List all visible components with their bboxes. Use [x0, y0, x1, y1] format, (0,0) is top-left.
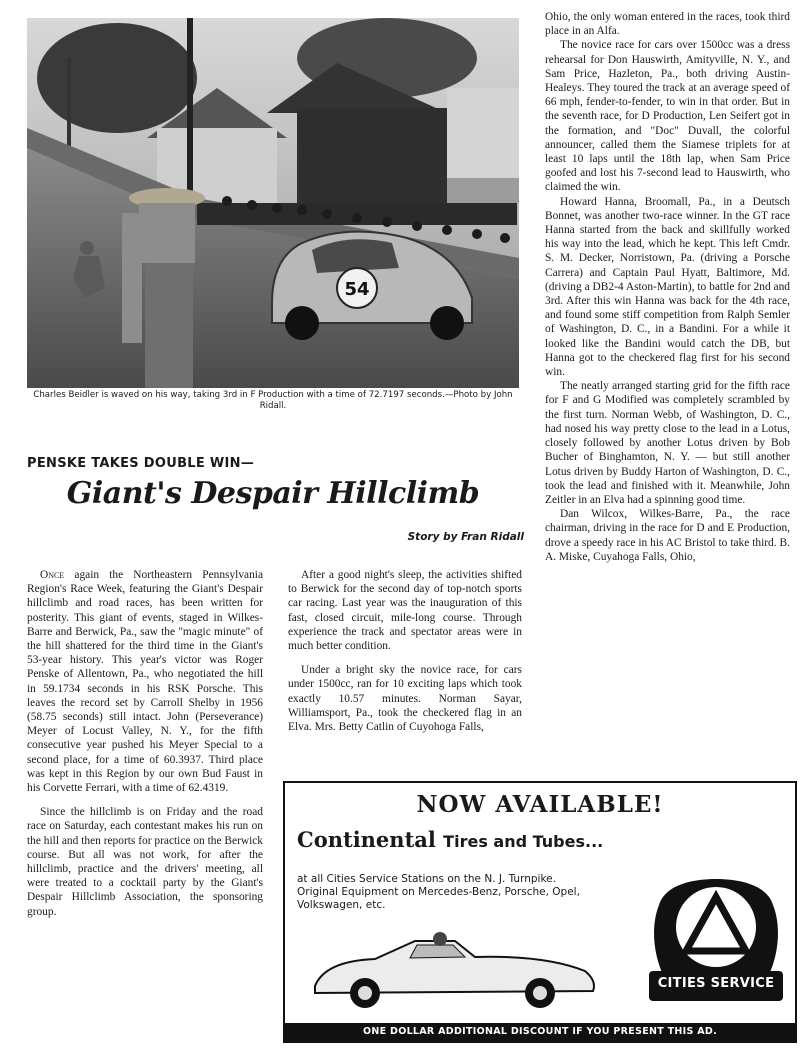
ad-line: at all Cities Service Stations on the N. J. Turnpike. [297, 873, 556, 885]
paragraph-text: again the Northeastern Pennsylvania Region's Race Week, featuring the Giant's Despair hillclimb and road races, has been written for posterity. This giant of events, staged in Wilkes-Barre and Berwick, Pa., saw the "magic minute" of the hill shattered for the third time in the Giant's 53-year history. This year's victor was Roger Penske of Allentown, Pa., who negotiated the hill in 59.1734 seconds in his RSK Porsche. This leaves the record set by Carroll Shelby in 1956 (58.75 seconds) still intact. John (Perseverance) Meyer of Locust Valley, N. Y., for the fifth consecutive year pushed his Meyer Special to a second place, for a time of 60.3937. Third place was kept in this Region by our own Bud Faust in his Corvette Ferrari, with a time of 62.4319. [27, 569, 263, 795]
ad-line: Volkswagen, etc. [297, 899, 386, 911]
paragraph: The novice race for cars over 1500cc was a dress rehearsal for Don Hauswirth, Amityville, N. Y., and Sam Price, Hazleton, Pa., both driving Austin-Healeys. They toured the track at an average speed of 66 mph, fender-to-fender, to win in that order. But in the seventh race, for D Production, Len Seifert got in the formation, and "Doc" Duvall, the colorful announcer, called them the Siamese triplets for at least 10 laps until the 18th lap, when Sam Price goofed and lost his 7-second lead to Hauswirth, who claimed the win. [545, 39, 790, 194]
article-headline: Giant's Despair Hillclimb [66, 476, 480, 511]
paragraph: After a good night's sleep, the activities shifted to Berwick for the second day of top-notch sports car racing. Last year was the inauguration of this fast, closed circuit, mile-long course. Through experience the track and spectator areas were in much better condition. [288, 569, 522, 653]
ad-body [297, 873, 677, 912]
car-number: 54 [344, 279, 370, 300]
article-byline: Story by Fran Ridall [407, 531, 524, 543]
ad-tagline: Tires and Tubes... [443, 832, 604, 851]
cities-service-wordmark: CITIES SERVICE [657, 976, 775, 991]
cities-service-logo [645, 875, 787, 1005]
article-column-1 [27, 568, 263, 919]
photo-caption: Charles Beidler is waved on his way, taking 3rd in F Production with a time of 72.7197 seconds.—Photo by John Ridall. [33, 390, 513, 411]
lead-word: Once [40, 569, 65, 581]
article-column-2 [288, 568, 522, 734]
paragraph: The neatly arranged starting grid for the fifth race for F and G Modified was completely scrambled by the first turn. Norman Webb, of Washington, D. C., had nosed his way pretty close to the lead in a Lotus, closely followed by another Lotus driven by Bob Bucher of Binghamton, N. Y. — but still another Lotus driven by Buddy Harton of Washington, D. C., took the lead and finished with it. Meanwhile, John Zeitler in an Elva had a spinning good time. [545, 380, 790, 506]
article-kicker: PENSKE TAKES DOUBLE WIN— [27, 456, 255, 471]
paragraph-continued: Ohio, the only woman entered in the races, took third place in an Alfa. [545, 11, 790, 38]
race-photo [27, 18, 519, 388]
advertisement [283, 781, 797, 1043]
paragraph: Under a bright sky the novice race, for cars under 1500cc, ran for 10 exciting laps which took exactly 10.57 minutes. Norman Sayar, Williamsport, Pa., took the checkered flag in an Elva. Mrs. Betty Catlin of Cuyohoga Falls, [288, 664, 522, 734]
ad-line: Original Equipment on Mercedes-Benz, Porsche, Opel, [297, 886, 580, 898]
article-column-3 [545, 10, 790, 564]
ad-footer: ONE DOLLAR ADDITIONAL DISCOUNT IF YOU PRESENT THIS AD. [285, 1023, 795, 1041]
paragraph: Howard Hanna, Broomall, Pa., in a Deutsch Bonnet, was another two-race winner. In the GT race Hanna started from the back and skillfully worked his way into the lead, which he kept. This left Cmdr. S. M. Decker, Norristown, Pa. (driving a Porsche Carrera) and Captain Paul Hyatt, Baltimore, Md. (driving a DB2-4 Aston-Martin), to battle for 2nd and 3rd. After this win Hanna was back for the 4th race, and found some stiff competition from Ralph Semler of Washington, D. C., in a Bandini. For a while it looked like the Bandini would catch the DB, but Hanna got to the checkered flag first for his second win. [545, 195, 790, 379]
paragraph: Dan Wilcox, Wilkes-Barre, Pa., the race chairman, driving in the race for D and E Production, drove a speedy race in his AC Bristol to take third. B. A. Miske, Cuyahoga Falls, Ohio, [545, 508, 790, 563]
race-photo-illustration [27, 18, 519, 388]
sports-car-illustration [305, 931, 605, 1013]
ad-brand-name: Continental [297, 827, 436, 852]
ad-brand [297, 827, 603, 852]
paragraph: Since the hillclimb is on Friday and the road race on Saturday, each contestant makes his run on the hill and then reports for practice on the Berwick course. But all was not work, for after the hillclimb, practice and the drivers' meeting, all were treated to a cocktail party by the Giant's Despair Hillclimb Association, the sponsoring group. [27, 806, 263, 918]
paragraph [27, 568, 263, 795]
ad-headline: NOW AVAILABLE! [416, 791, 664, 818]
